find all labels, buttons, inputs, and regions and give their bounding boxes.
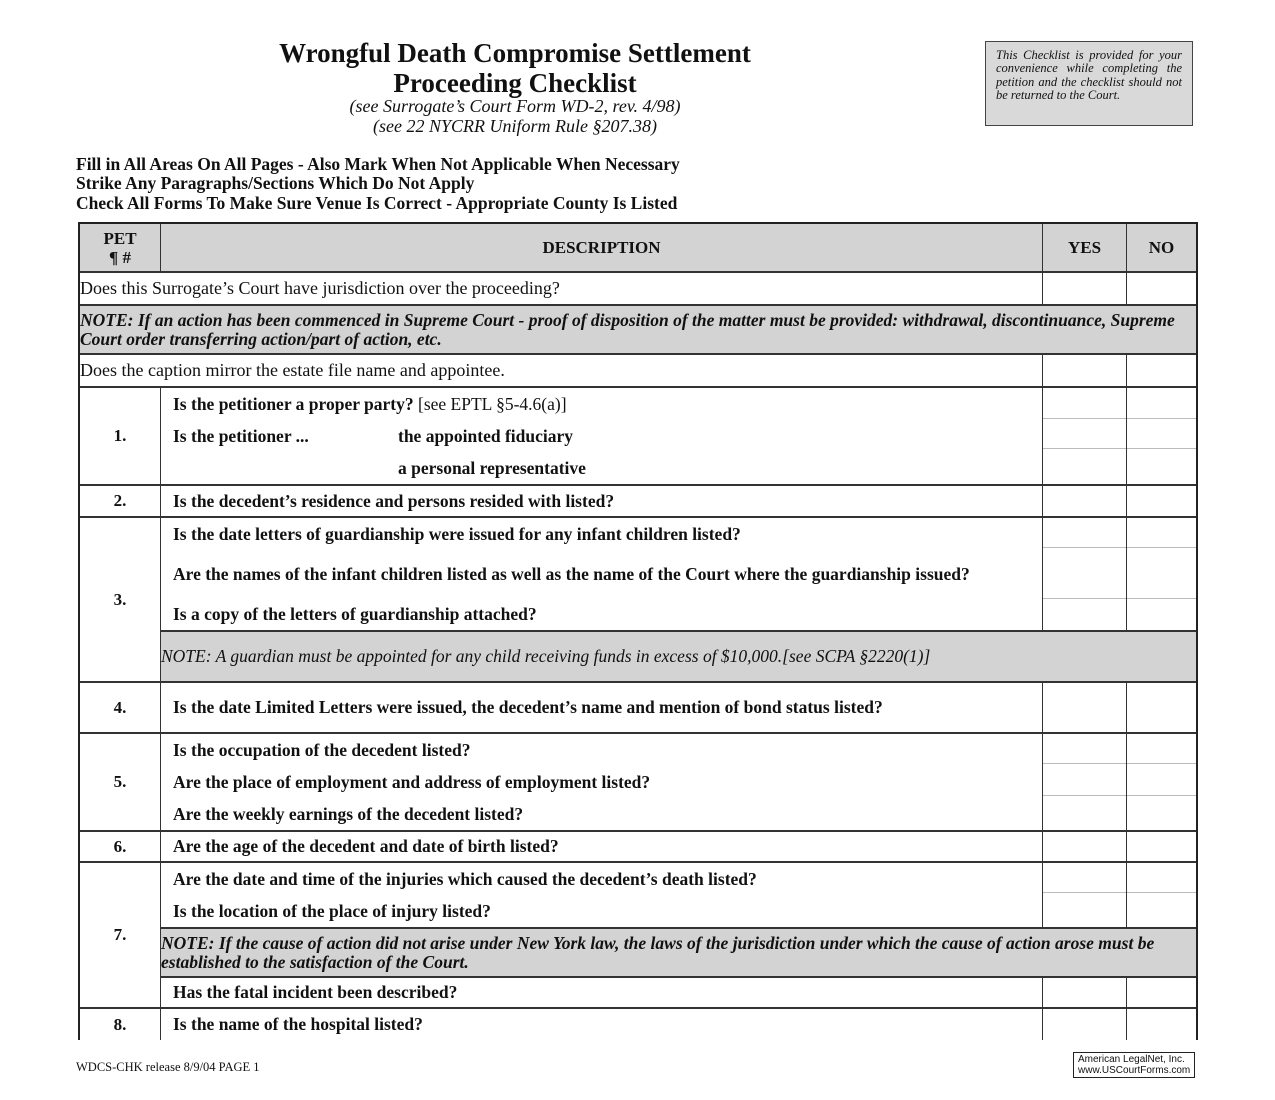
yes-checkbox[interactable] [1043, 734, 1126, 764]
yes-checkbox[interactable] [1043, 599, 1126, 630]
table-row [80, 927, 1196, 976]
yes-checkbox[interactable] [1043, 681, 1127, 732]
statute-reference: [see EPTL §5-4.6(a)] [418, 393, 567, 414]
yes-checkbox[interactable] [1043, 419, 1126, 449]
question-text: Is the petitioner ... [173, 425, 309, 446]
no-checkbox[interactable] [1127, 893, 1196, 927]
no-checkbox[interactable] [1127, 548, 1196, 599]
yes-checkbox[interactable] [1043, 764, 1126, 796]
col-pet-label: PET [103, 228, 137, 248]
jurisdiction-question: Does this Surrogate’s Court have jurisdiction over the proceeding? [80, 271, 1043, 304]
no-checkbox[interactable] [1127, 271, 1196, 304]
col-pet-number-label: ¶ # [109, 247, 131, 267]
yes-checkbox[interactable] [1043, 389, 1126, 419]
option-personal-representative: a personal representative [398, 457, 586, 478]
instruction-line: Check All Forms To Make Sure Venue Is Correct - Appropriate County Is Listed [76, 193, 678, 213]
checklist-question: Are the age of the decedent and date of birth listed? [173, 836, 559, 856]
no-cell-group [1127, 732, 1196, 830]
checklist-question: Has the fatal incident been described? [173, 982, 458, 1002]
no-checkbox[interactable] [1127, 599, 1196, 630]
checklist-table [78, 222, 1198, 1040]
paragraph-number: 1. [80, 386, 161, 484]
yes-cell-group [1043, 386, 1127, 484]
checklist-question: Are the names of the infant children listed as well as the name of the Court where the guardianship issued? [173, 563, 970, 584]
table-row [80, 484, 1196, 516]
paragraph-number: 4. [80, 681, 161, 732]
yes-checkbox[interactable] [1043, 863, 1126, 893]
checklist-question: Is the date letters of guardianship were issued for any infant children listed? [173, 523, 741, 544]
publisher-name: American LegalNet, Inc. [1078, 1054, 1185, 1065]
no-checkbox[interactable] [1127, 1007, 1196, 1040]
yes-checkbox[interactable] [1043, 830, 1127, 861]
col-no-header: NO [1127, 224, 1196, 271]
checklist-question: Is a copy of the letters of guardianship attached? [173, 603, 537, 624]
paragraph-number: 2. [80, 484, 161, 516]
instruction-line: Strike Any Paragraphs/Sections Which Do Not Apply [76, 173, 475, 193]
checklist-question: Is the occupation of the decedent listed? [173, 739, 471, 760]
no-cell-group [1127, 861, 1196, 927]
table-row [80, 353, 1196, 386]
yes-checkbox[interactable] [1043, 796, 1126, 830]
no-checkbox[interactable] [1127, 681, 1196, 732]
yes-checkbox[interactable] [1043, 353, 1127, 386]
no-checkbox[interactable] [1127, 734, 1196, 764]
no-checkbox[interactable] [1127, 518, 1196, 548]
page-title-line2: Proceeding Checklist [393, 68, 637, 98]
publisher-url: www.USCourtForms.com [1078, 1065, 1191, 1076]
yes-cell-group [1043, 516, 1127, 630]
yes-cell-group [1043, 861, 1127, 927]
yes-checkbox[interactable] [1043, 484, 1127, 516]
yes-checkbox[interactable] [1043, 1007, 1127, 1040]
no-cell-group [1127, 516, 1196, 630]
no-checkbox[interactable] [1127, 796, 1196, 830]
no-checkbox[interactable] [1127, 764, 1196, 796]
checklist-question: Are the weekly earnings of the decedent listed? [173, 803, 524, 824]
checklist-question: Is the name of the hospital listed? [173, 1014, 423, 1034]
no-checkbox[interactable] [1127, 449, 1196, 483]
yes-checkbox[interactable] [1043, 548, 1126, 599]
col-pet-header [80, 224, 161, 271]
checklist-question [161, 452, 1042, 484]
no-checkbox[interactable] [1127, 830, 1196, 861]
yes-checkbox[interactable] [1043, 893, 1126, 927]
table-row [80, 516, 1196, 630]
yes-checkbox[interactable] [1043, 518, 1126, 548]
instruction-line: Fill in All Areas On All Pages - Also Mark When Not Applicable When Necessary [76, 154, 680, 174]
table-row [80, 976, 1196, 1007]
no-checkbox[interactable] [1127, 353, 1196, 386]
table-row [80, 1007, 1196, 1040]
checklist-question: Are the date and time of the injuries which caused the decedent’s death listed? [173, 868, 757, 889]
table-header-row [80, 224, 1196, 271]
checklist-question: Are the place of employment and address of employment listed? [173, 771, 651, 792]
col-yes-header: YES [1043, 224, 1127, 271]
disclaimer-box: This Checklist is provided for your convenience while completing the petition and the checklist should not be returned to the Court. [985, 41, 1193, 126]
form-reference: (see Surrogate’s Court Form WD-2, rev. 4/98) [349, 96, 681, 116]
paragraph-number: 6. [80, 830, 161, 861]
yes-checkbox[interactable] [1043, 271, 1127, 304]
option-appointed-fiduciary: the appointed fiduciary [398, 425, 574, 446]
col-description-header: DESCRIPTION [161, 224, 1043, 271]
question-text: Is the petitioner a proper party? [173, 393, 414, 414]
table-row [80, 732, 1196, 830]
publisher-stamp [1073, 1052, 1195, 1078]
no-checkbox[interactable] [1127, 863, 1196, 893]
table-row [80, 630, 1196, 681]
no-cell-group [1127, 386, 1196, 484]
guardian-note: NOTE: A guardian must be appointed for any child receiving funds in excess of $10,000.[see SCPA §2220(1)] [161, 630, 1196, 681]
table-row [80, 830, 1196, 861]
table-row [80, 861, 1196, 927]
checklist-question [161, 420, 1042, 452]
rule-reference: (see 22 NYCRR Uniform Rule §207.38) [373, 116, 657, 136]
page-title-line1: Wrongful Death Compromise Settlement [279, 38, 751, 68]
no-checkbox[interactable] [1127, 484, 1196, 516]
checklist-question: Is the location of the place of injury listed? [173, 900, 491, 921]
table-row [80, 304, 1196, 353]
table-row [80, 386, 1196, 484]
yes-cell-group [1043, 732, 1127, 830]
no-checkbox[interactable] [1127, 389, 1196, 419]
yes-checkbox[interactable] [1043, 449, 1126, 483]
paragraph-number: 5. [80, 732, 161, 830]
jurisdiction-law-note: NOTE: If the cause of action did not arise under New York law, the laws of the jurisdiction under which the cause of action arose must be established to the satisfaction of the Court. [161, 927, 1196, 976]
table-row [80, 681, 1196, 732]
caption-question: Does the caption mirror the estate file name and appointee. [80, 353, 1043, 386]
no-checkbox[interactable] [1127, 419, 1196, 449]
table-row [80, 271, 1196, 304]
paragraph-number: 3. [80, 516, 161, 681]
paragraph-number: 8. [80, 1007, 161, 1040]
supreme-court-note: NOTE: If an action has been commenced in Supreme Court - proof of disposition of the matter must be provided: withdrawal, discontinuance, Supreme Court order transferring action/part of action, etc. [80, 304, 1196, 353]
no-checkbox[interactable] [1127, 976, 1196, 1007]
checklist-question [161, 388, 1042, 420]
checklist-question: Is the date Limited Letters were issued, the decedent’s name and mention of bond status listed? [173, 697, 883, 717]
paragraph-number: 7. [80, 861, 161, 1007]
checklist-question: Is the decedent’s residence and persons resided with listed? [173, 490, 615, 511]
page-footer: WDCS-CHK release 8/9/04 PAGE 1 [76, 1060, 260, 1074]
yes-checkbox[interactable] [1043, 976, 1127, 1007]
